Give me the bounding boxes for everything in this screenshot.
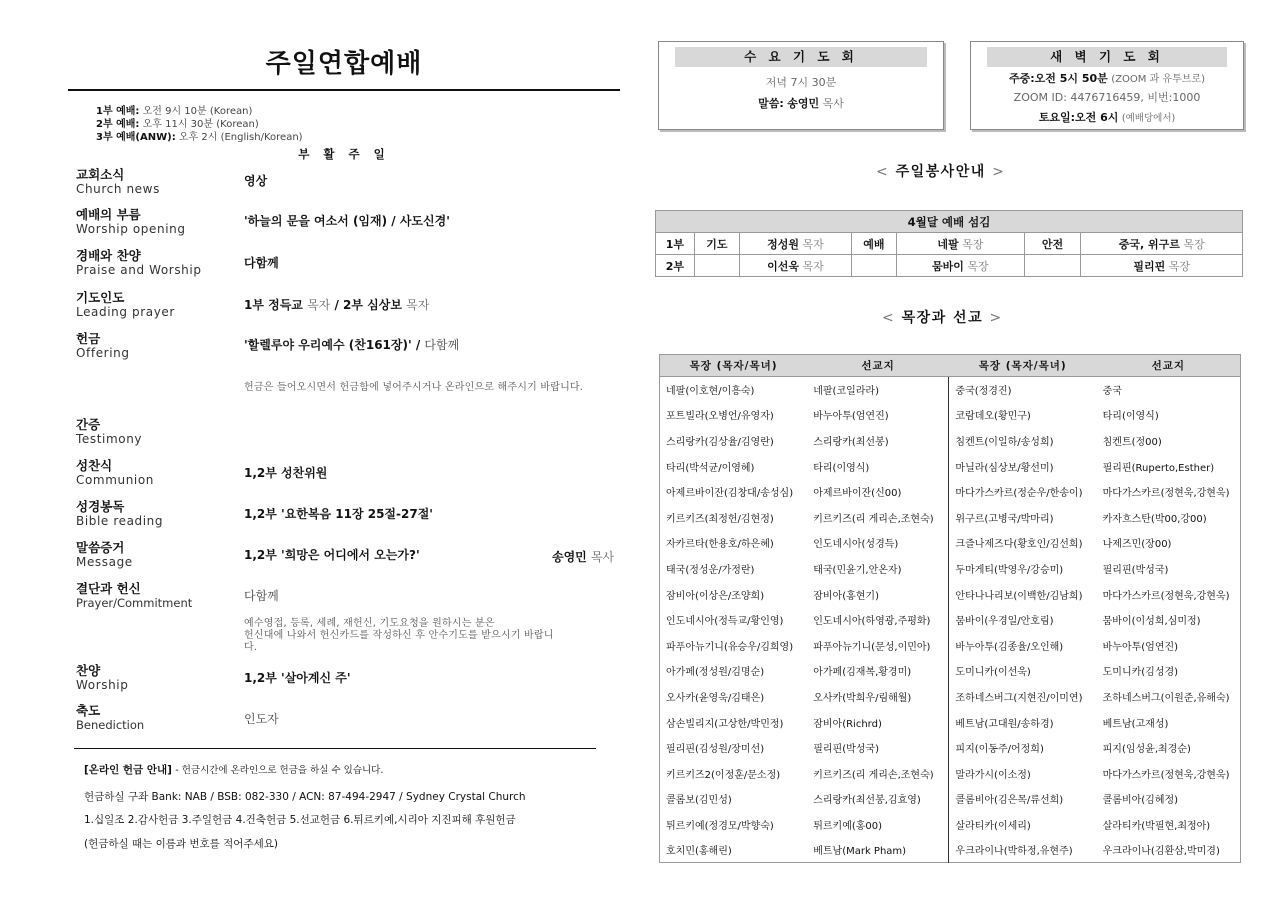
mokjang-cell: 우크라이나(박하정,유현주) bbox=[949, 837, 1097, 863]
dawn-saturday: 토요일:오전 6시 (예배당에서) bbox=[1038, 111, 1176, 124]
mission-field-cell: 인도네시아(하영광,주평화) bbox=[813, 616, 931, 628]
worship-order-list bbox=[68, 166, 620, 732]
table-row bbox=[660, 684, 1241, 710]
mission-field-cell: 콜롬비아(김혜정) bbox=[1102, 795, 1179, 807]
mission-field-cell: 나제즈민(장00) bbox=[1102, 539, 1172, 551]
table-row bbox=[660, 556, 1241, 582]
mokjang-cell: 아가페(정성원/김명순) bbox=[666, 667, 765, 679]
order-item-bible-reading: 성경봉독 Bible reading 1,2부 '요한복음 11장 25절-27절' bbox=[76, 499, 433, 528]
mission-field-cell: 카자흐스탄(박00,강00) bbox=[1102, 513, 1207, 525]
mokjang-cell: 필리핀(김성원/장미선) bbox=[666, 744, 765, 756]
message-speaker: 송영민 목사 bbox=[552, 550, 615, 564]
mission-field-cell: 스리랑카(최선봉) bbox=[813, 436, 889, 448]
wednesday-prayer-title: 수 요 기 도 회 bbox=[675, 47, 927, 67]
mission-field-cell: 바누아투(엄연진) bbox=[813, 411, 889, 423]
table-row bbox=[660, 760, 1241, 786]
mission-field-cell: 우크라이나(김환삼,박미경) bbox=[1102, 846, 1220, 858]
mokjang-cell: 살라티카(이세리) bbox=[949, 812, 1097, 838]
mission-field-cell: 마다가스카르(정현욱,강현욱) bbox=[1102, 590, 1230, 602]
mokjang-cell: 피지(이동주/어정희) bbox=[949, 735, 1097, 761]
mokjang-cell: 조하네스버그(지현진/이미연) bbox=[949, 684, 1097, 710]
mission-col-header: 선교지 bbox=[807, 355, 949, 377]
offering-types: 1.십일조 2.감사헌금 3.주일헌금 4.건축헌금 5.선교헌금 6.튀르키예,시리아 지진피해 후원헌금 bbox=[84, 814, 516, 826]
table-row bbox=[660, 479, 1241, 505]
mission-field-cell: 필리핀(박성국) bbox=[1102, 564, 1169, 576]
mission-field-cell: 베트남(고재성) bbox=[1102, 718, 1169, 730]
mokjang-cell: 인도네시아(정득교/황인영) bbox=[666, 616, 784, 628]
mission-field-cell: 튀르키예(홍00) bbox=[813, 820, 883, 832]
mokjang-cell: 파푸아뉴기니(유승우/김희영) bbox=[666, 641, 794, 653]
table-row bbox=[660, 837, 1241, 863]
mokjang-cell: 튀르키예(정경모/박향숙) bbox=[666, 820, 774, 832]
mission-field-cell: 뭄바이(이성희,심미정) bbox=[1102, 616, 1201, 628]
commitment-note: 예수영접, 등록, 세례, 재헌신, 기도요청을 원하시는 분은 헌신대에 나와서 헌신카드를 작성하신 후 안수기도를 받으시기 바랍니 다. bbox=[244, 618, 554, 653]
mokjang-cell: 포트빌라(오병언/유영자) bbox=[666, 411, 774, 423]
mission-field-cell: 키르키즈(리 게리손,조현숙) bbox=[813, 513, 934, 525]
mokjang-cell: 도미니카(이선욱) bbox=[949, 658, 1097, 684]
order-item-worship-opening: 예배의 부름 Worship opening '하늘의 문을 여소서 (임재) / 사도신경' bbox=[76, 207, 450, 236]
mission-field-cell: 살라티카(박필현,최정아) bbox=[1102, 820, 1211, 832]
mission-field-cell: 네팔(코일라라) bbox=[813, 386, 879, 398]
mission-field-cell: 오사카(박희우/림해월) bbox=[813, 692, 912, 704]
mokjang-cell: 오사카(윤영욱/김태은) bbox=[666, 692, 765, 704]
order-item-communion: 성찬식 Communion 1,2부 성찬위원 bbox=[76, 458, 328, 487]
mokjang-cell: 마닐라(심상보/황선미) bbox=[949, 453, 1097, 479]
mission-field-cell: 잠비아(홍현기) bbox=[813, 590, 879, 602]
mission-field-cell: 키르키즈(리 게리손,조현숙) bbox=[813, 769, 934, 781]
sunday-name: 부 활 주 일 bbox=[298, 147, 390, 161]
table-row bbox=[660, 658, 1241, 684]
mission-field-cell: 타리(이영식) bbox=[813, 462, 870, 474]
mission-col-header: 선교지 bbox=[1097, 355, 1241, 377]
table-row bbox=[660, 504, 1241, 530]
mission-field-cell: 타리(이영식) bbox=[1102, 411, 1159, 423]
mission-field-cell: 중국 bbox=[1102, 386, 1122, 398]
mokjang-cell: 바누아투(김종율/오인해) bbox=[949, 632, 1097, 658]
mokjang-cell: 콜롬보(김민성) bbox=[666, 795, 732, 807]
dawn-prayer-box bbox=[970, 41, 1244, 130]
duty-row-2: 2부 이선욱 목자 뭄바이 목장 필리핀 목장 bbox=[656, 255, 1243, 277]
mission-field-cell: 필리핀(Ruperto,Esther) bbox=[1102, 462, 1215, 474]
mokjang-cell: 잠비아(이상은/조양희) bbox=[666, 590, 765, 602]
mokjang-cell: 콜롬비아(김은목/류선희) bbox=[949, 786, 1097, 812]
service-schedule bbox=[96, 105, 620, 144]
mokjang-cell: 삼손빌리지(고상한/박민정) bbox=[666, 718, 784, 730]
table-row bbox=[660, 607, 1241, 633]
offering-account: 헌금하실 구좌 Bank: NAB / BSB: 082-330 / ACN: 87-494-2947 / Sydney Crystal Church bbox=[84, 791, 526, 803]
mission-field-cell: 침켄트(정00) bbox=[1102, 436, 1162, 448]
mokjang-cell: 말라가시(이소정) bbox=[949, 760, 1097, 786]
mokjang-cell: 베트남(고대원/송하경) bbox=[949, 709, 1097, 735]
mission-field-cell: 도미니카(김성경) bbox=[1102, 667, 1179, 679]
mission-section-title: < 목장과 선교 > bbox=[882, 310, 1003, 326]
online-offering-info bbox=[74, 748, 596, 851]
mission-header-row bbox=[660, 355, 1241, 377]
schedule-line-3: 3부 예배(ANW): 오후 2시 (English/Korean) bbox=[96, 132, 303, 143]
table-row bbox=[660, 632, 1241, 658]
title-divider bbox=[68, 89, 620, 91]
order-item-benediction: 축도 Benediction 인도자 bbox=[76, 703, 279, 732]
mokjang-cell: 코람데오(황민구) bbox=[949, 402, 1097, 428]
order-item-offering: 헌금 Offering '할렐루야 우리예수 (찬161장)' / 다함께 bbox=[76, 331, 460, 360]
mokjang-cell: 타리(박석균/이영혜) bbox=[666, 462, 755, 474]
mission-col-header: 목장 (목자/목녀) bbox=[660, 355, 808, 377]
mokjang-cell: 스리랑카(김상율/김영란) bbox=[666, 436, 774, 448]
online-offering-header: [온라인 헌금 안내] - 헌금시간에 온라인으로 헌금을 하실 수 있습니다. bbox=[84, 764, 384, 776]
mokjang-cell: 마다가스카르(정순우/한송이) bbox=[949, 479, 1097, 505]
mission-field-cell: 태국(민윤기,안온자) bbox=[813, 564, 902, 576]
order-item-praise: 경배와 찬양 Praise and Worship 다함께 bbox=[76, 248, 279, 277]
mission-field-cell: 필리핀(박성국) bbox=[813, 744, 879, 756]
table-row bbox=[660, 735, 1241, 761]
mokjang-cell: 침켄트(이일하/송성희) bbox=[949, 428, 1097, 454]
dawn-prayer-title: 새 벽 기 도 회 bbox=[987, 47, 1227, 67]
wednesday-prayer-box bbox=[658, 41, 944, 130]
order-item-commitment: 결단과 헌신 Prayer/Commitment 다함께 bbox=[76, 581, 279, 610]
table-row bbox=[660, 581, 1241, 607]
mission-field-cell: 잠비아(Richrd) bbox=[813, 718, 882, 730]
duty-header: 4월달 예배 섬김 bbox=[656, 211, 1243, 233]
table-row bbox=[660, 812, 1241, 838]
order-item-leading-prayer: 기도인도 Leading prayer 1부 정득교 목자 / 2부 심상보 목자 bbox=[76, 290, 430, 319]
mission-field-cell: 피지(임성윤,최경순) bbox=[1102, 744, 1191, 756]
mokjang-cell: 중국(정경진) bbox=[949, 377, 1097, 403]
mission-col-header: 목장 (목자/목녀) bbox=[949, 355, 1097, 377]
table-row bbox=[660, 402, 1241, 428]
service-section-title: < 주일봉사안내 > bbox=[876, 164, 1006, 180]
table-row bbox=[660, 428, 1241, 454]
mission-field-cell: 마다가스카르(정현욱,강현욱) bbox=[1102, 488, 1230, 500]
schedule-line-1: 1부 예배: 오전 9시 10분 (Korean) bbox=[96, 106, 253, 117]
mokjang-cell: 자카르타(한용호/하은혜) bbox=[666, 539, 774, 551]
table-row bbox=[660, 530, 1241, 556]
duty-row-1: 1부 기도 정성원 목자 예배 네팔 목장 안전 중국, 위구르 목장 bbox=[656, 233, 1243, 255]
order-item-message: 말씀증거 Message 1,2부 '희망은 어디에서 오는가?' 송영민 목사 bbox=[76, 540, 615, 569]
mission-field-cell: 스리랑카(최선봉,김효영) bbox=[813, 795, 921, 807]
order-item-testimony: 간증 Testimony bbox=[76, 417, 143, 446]
mokjang-cell: 키르키즈2(이정훈/문소정) bbox=[666, 769, 781, 781]
mission-field-cell: 인도네시아(성경득) bbox=[813, 539, 899, 551]
mission-field-cell: 바누아투(엄연진) bbox=[1102, 641, 1179, 653]
mokjang-cell: 태국(정성운/가정란) bbox=[666, 564, 755, 576]
table-row bbox=[660, 786, 1241, 812]
wednesday-time: 저녁 7시 30분 bbox=[765, 76, 837, 89]
worship-order-panel bbox=[68, 40, 620, 732]
table-row bbox=[660, 453, 1241, 479]
service-duty-table bbox=[655, 210, 1243, 277]
mokjang-cell: 호치민(홍해린) bbox=[666, 846, 732, 858]
table-row bbox=[660, 709, 1241, 735]
mission-field-cell: 마다가스카르(정현욱,강현욱) bbox=[1102, 769, 1230, 781]
table-row bbox=[660, 377, 1241, 403]
mokjang-cell: 뭄바이(우경일/안호림) bbox=[949, 607, 1097, 633]
order-item-church-news: 교회소식 Church news 영상 bbox=[76, 167, 268, 196]
order-item-worship-song: 찬양 Worship 1,2부 '살아계신 주' bbox=[76, 663, 351, 692]
mokjang-cell: 두마게티(박영우/강승미) bbox=[949, 556, 1097, 582]
mission-table-body bbox=[660, 377, 1241, 863]
mission-field-cell: 파푸아뉴기니(문성,이민아) bbox=[813, 641, 931, 653]
mokjang-cell: 위구르(고병국/박마리) bbox=[949, 504, 1097, 530]
mission-field-cell: 베트남(Mark Pham) bbox=[813, 846, 907, 858]
mission-table bbox=[659, 354, 1241, 863]
duty-header-row bbox=[656, 211, 1243, 233]
mission-field-cell: 아가페(김재복,황경미) bbox=[813, 667, 912, 679]
wednesday-speaker: 말씀: 송영민 목사 bbox=[758, 97, 844, 110]
mission-field-cell: 조하네스버그(이원준,유해숙) bbox=[1102, 692, 1230, 704]
offering-name-note: (헌금하실 때는 이름과 번호를 적어주세요) bbox=[84, 838, 278, 850]
mokjang-cell: 키르키즈(최정헌/김현정) bbox=[666, 513, 774, 525]
mokjang-cell: 크즐나제즈다(황호인/김선희) bbox=[949, 530, 1097, 556]
dawn-weekday: 주중:오전 5시 50분 (ZOOM 과 유투브로) bbox=[1009, 72, 1205, 85]
page-title: 주일연합예배 bbox=[265, 49, 423, 79]
mokjang-cell: 아제르바이잔(김창대/송성심) bbox=[666, 488, 794, 500]
mokjang-cell: 네팔(이호현/이흥숙) bbox=[666, 386, 755, 398]
mokjang-cell: 안타나나리보(이백한/김남희) bbox=[949, 581, 1097, 607]
offering-note: 헌금은 들어오시면서 헌금함에 넣어주시거나 온라인으로 해주시기 바랍니다. bbox=[244, 382, 584, 393]
schedule-line-2: 2부 예배: 오후 11시 30분 (Korean) bbox=[96, 119, 259, 130]
mission-field-cell: 아제르바이잔(신00) bbox=[813, 488, 902, 500]
dawn-zoom-info: ZOOM ID: 4476716459, 비번:1000 bbox=[1013, 91, 1201, 104]
